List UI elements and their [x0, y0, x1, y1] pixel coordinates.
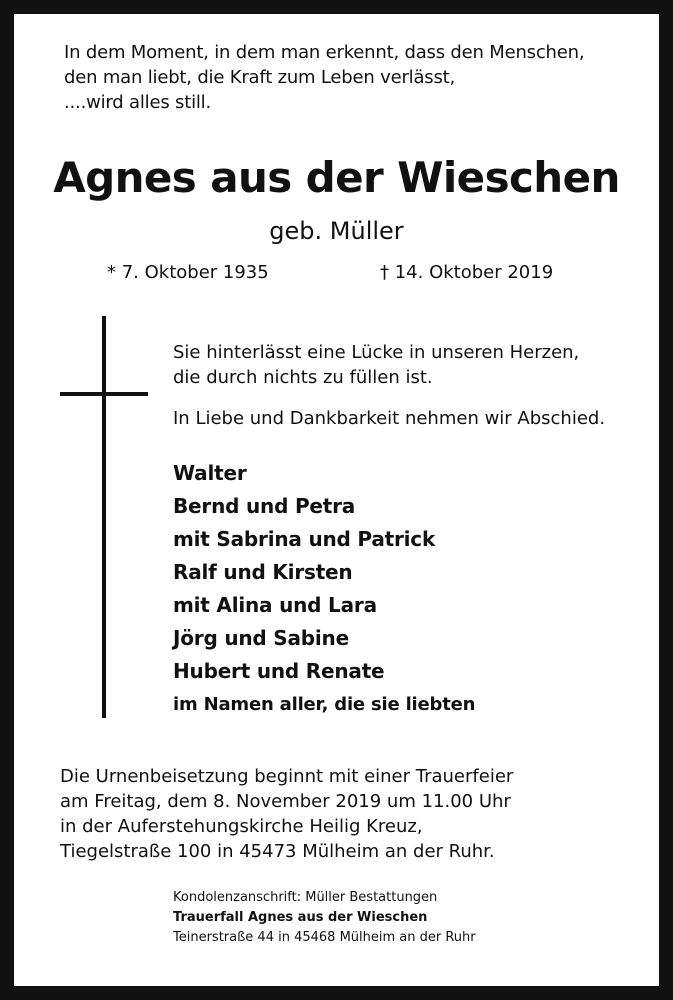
funeral-line: am Freitag, dem 8. November 2019 um 11.00 Uhr — [60, 791, 511, 812]
condolence-line: Kondolenzanschrift: Müller Bestattungen — [173, 890, 438, 905]
funeral-line: Die Urnenbeisetzung beginnt mit einer Trauerfeier — [60, 766, 514, 787]
cross-icon-vertical-bar — [102, 316, 106, 718]
tribute-line: die durch nichts zu füllen ist. — [173, 367, 433, 388]
motto-quote — [64, 40, 624, 115]
farewell-text: In Liebe und Dankbarkeit nehmen wir Abschied. — [173, 408, 606, 429]
mourner-entry: Hubert und Renate — [173, 659, 385, 683]
deceased-name: Agnes aus der Wieschen — [53, 153, 620, 202]
mourner-entry: Walter — [173, 461, 247, 485]
tribute-text — [173, 340, 643, 390]
condolence-address — [173, 888, 643, 948]
mourners-list — [173, 457, 475, 721]
mourner-entry: mit Sabrina und Patrick — [173, 527, 436, 551]
mourner-entry: mit Alina und Lara — [173, 593, 377, 617]
condolence-line-bold: Trauerfall Agnes aus der Wieschen — [173, 910, 428, 925]
mourners-closing: im Namen aller, die sie liebten — [173, 694, 476, 715]
mourner-entry: Ralf und Kirsten — [173, 560, 353, 584]
birth-name: geb. Müller — [269, 217, 404, 245]
condolence-line: Teinerstraße 44 in 45468 Mülheim an der Ruhr — [173, 930, 476, 945]
funeral-line: Tiegelstraße 100 in 45473 Mülheim an der Ruhr. — [60, 841, 495, 862]
birth-date: * 7. Oktober 1935 — [107, 262, 269, 283]
tribute-line: Sie hinterlässt eine Lücke in unseren Herzen, — [173, 342, 580, 363]
motto-line: In dem Moment, in dem man erkennt, dass den Menschen, — [64, 42, 585, 63]
funeral-details — [60, 764, 650, 864]
mourner-entry: Jörg und Sabine — [173, 626, 349, 650]
death-date: † 14. Oktober 2019 — [380, 262, 554, 283]
motto-line: ....wird alles still. — [64, 92, 212, 113]
mourner-entry: Bernd und Petra — [173, 494, 356, 518]
cross-icon-horizontal-bar — [60, 392, 148, 396]
funeral-line: in der Auferstehungskirche Heilig Kreuz, — [60, 816, 423, 837]
motto-line: den man liebt, die Kraft zum Leben verlässt, — [64, 67, 456, 88]
